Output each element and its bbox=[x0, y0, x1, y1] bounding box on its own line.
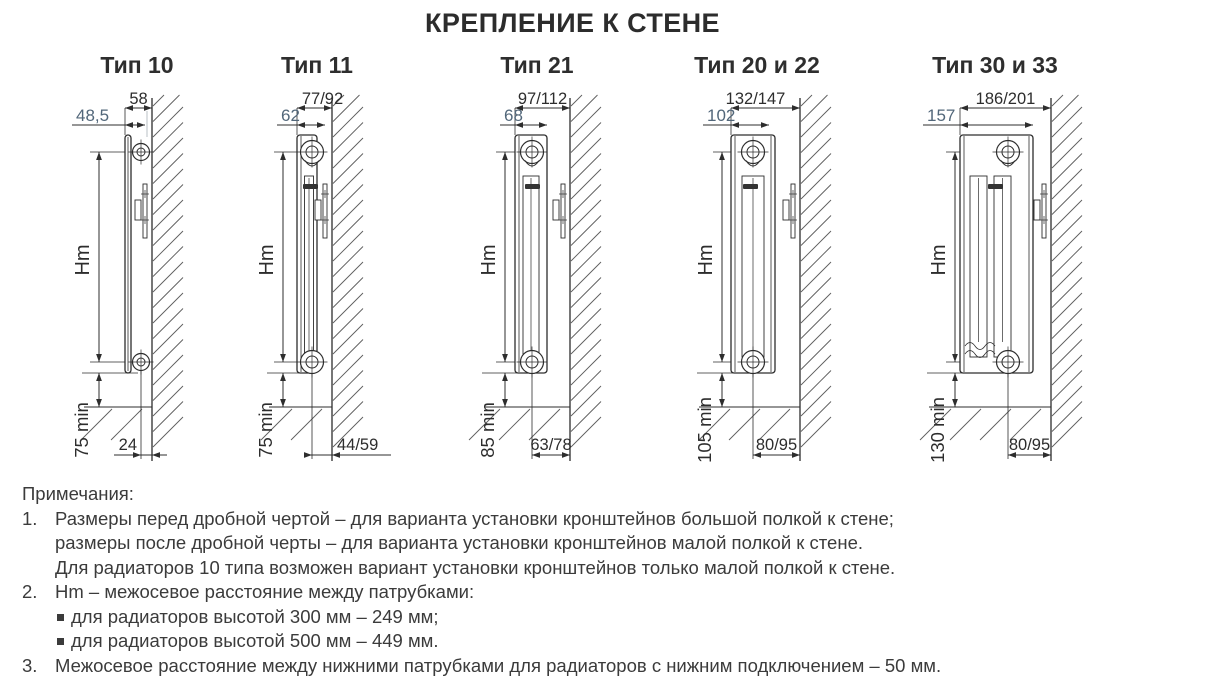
svg-text:63/78: 63/78 bbox=[530, 436, 572, 454]
radiator-mount-diagram bbox=[255, 90, 395, 468]
note-number: 3. bbox=[22, 654, 38, 676]
wall-bracket bbox=[553, 184, 567, 238]
svg-text:62: 62 bbox=[281, 106, 300, 125]
note-item-2 bbox=[22, 580, 1214, 654]
note-item-3 bbox=[22, 654, 1214, 679]
svg-text:75 min: 75 min bbox=[255, 402, 276, 458]
radiator-mount-diagram bbox=[470, 90, 610, 468]
svg-text:130 min: 130 min bbox=[927, 397, 948, 463]
note-item-1 bbox=[22, 507, 1214, 581]
note-number: 1. bbox=[22, 507, 38, 529]
wall-hatch bbox=[332, 95, 363, 461]
svg-text:Hm: Hm bbox=[695, 244, 717, 276]
note-line: Межосевое расстояние между нижними патрубками для радиаторов с нижним подключением – 50 мм. bbox=[55, 654, 942, 676]
notes-section bbox=[22, 482, 1214, 678]
pipe-connection-top bbox=[129, 140, 154, 165]
note-bullet: для радиаторов высотой 500 мм – 449 мм. bbox=[55, 629, 1214, 654]
bullet-square-icon bbox=[57, 638, 64, 645]
svg-text:80/95: 80/95 bbox=[1008, 436, 1051, 454]
svg-text:75 min: 75 min bbox=[71, 402, 92, 458]
diagram-title-2: Тип 11 bbox=[281, 52, 353, 78]
note-line: Hm – межосевое расстояние между патрубками: bbox=[55, 581, 475, 602]
svg-text:58: 58 bbox=[129, 90, 148, 108]
svg-text:105 min: 105 min bbox=[694, 397, 715, 463]
radiator-mount-diagram bbox=[915, 90, 1090, 468]
note-line: Для радиаторов 10 типа возможен вариант установки кронштейнов только малой полкой к стене. bbox=[55, 556, 896, 578]
svg-text:Hm: Hm bbox=[928, 244, 950, 276]
svg-text:157: 157 bbox=[927, 106, 956, 125]
radiator-body bbox=[960, 135, 1033, 373]
wall-bracket bbox=[1034, 184, 1048, 238]
brand-mark bbox=[743, 184, 758, 189]
wall-hatch bbox=[570, 95, 601, 461]
radiator-body bbox=[731, 135, 775, 373]
diagram-title-4: Тип 20 и 22 bbox=[694, 52, 820, 78]
note-line: размеры после дробной черты – для варианта установки кронштейнов малой полкой к стене. bbox=[55, 532, 863, 553]
svg-text:Hm: Hm bbox=[478, 244, 500, 276]
note-text bbox=[55, 507, 1214, 581]
wall-hatch bbox=[152, 95, 183, 461]
svg-text:97/112: 97/112 bbox=[517, 90, 568, 108]
brand-mark bbox=[525, 184, 540, 189]
notes-list bbox=[22, 507, 1214, 679]
wall-bracket bbox=[135, 184, 149, 238]
note-text bbox=[55, 654, 1214, 679]
wall-hatch bbox=[1051, 95, 1082, 461]
svg-text:48,5: 48,5 bbox=[76, 106, 110, 125]
svg-text:77/92: 77/92 bbox=[301, 90, 344, 108]
note-number: 2. bbox=[22, 581, 38, 602]
svg-text:132/147: 132/147 bbox=[725, 90, 786, 108]
bullet-square-icon bbox=[57, 614, 64, 621]
svg-text:Hm: Hm bbox=[72, 244, 94, 276]
wall-bracket bbox=[783, 184, 797, 238]
radiator-mount-diagram bbox=[70, 90, 190, 468]
radiator-body bbox=[125, 135, 131, 373]
notes-heading: Примечания: bbox=[22, 483, 134, 504]
diagram-title-3: Тип 21 bbox=[500, 52, 574, 78]
svg-text:24: 24 bbox=[118, 436, 137, 454]
svg-text:102: 102 bbox=[707, 106, 736, 125]
radiator-body bbox=[297, 135, 318, 373]
page-title: КРЕПЛЕНИЕ К СТЕНЕ bbox=[425, 8, 720, 38]
pipe-connection-bottom bbox=[129, 350, 154, 375]
note-text bbox=[55, 580, 1214, 654]
svg-text:186/201: 186/201 bbox=[975, 90, 1036, 108]
radiator-mount-diagram bbox=[685, 90, 837, 468]
wall-hatch bbox=[800, 95, 831, 461]
brand-mark bbox=[303, 184, 318, 189]
svg-text:85 min: 85 min bbox=[477, 402, 498, 458]
svg-text:80/95: 80/95 bbox=[755, 436, 798, 454]
svg-text:68: 68 bbox=[504, 106, 523, 125]
svg-text:Hm: Hm bbox=[256, 244, 278, 276]
radiator-body bbox=[515, 135, 547, 373]
diagram-title-5: Тип 30 и 33 bbox=[932, 52, 1058, 78]
dimension-lines bbox=[255, 90, 391, 459]
svg-text:44/59: 44/59 bbox=[337, 436, 379, 454]
note-bullet: для радиаторов высотой 300 мм – 249 мм; bbox=[55, 605, 1214, 630]
diagram-title-1: Тип 10 bbox=[100, 52, 174, 78]
brand-mark bbox=[988, 184, 1003, 189]
note-line: Размеры перед дробной чертой – для варианта установки кронштейнов большой полкой к стене; bbox=[55, 507, 894, 529]
